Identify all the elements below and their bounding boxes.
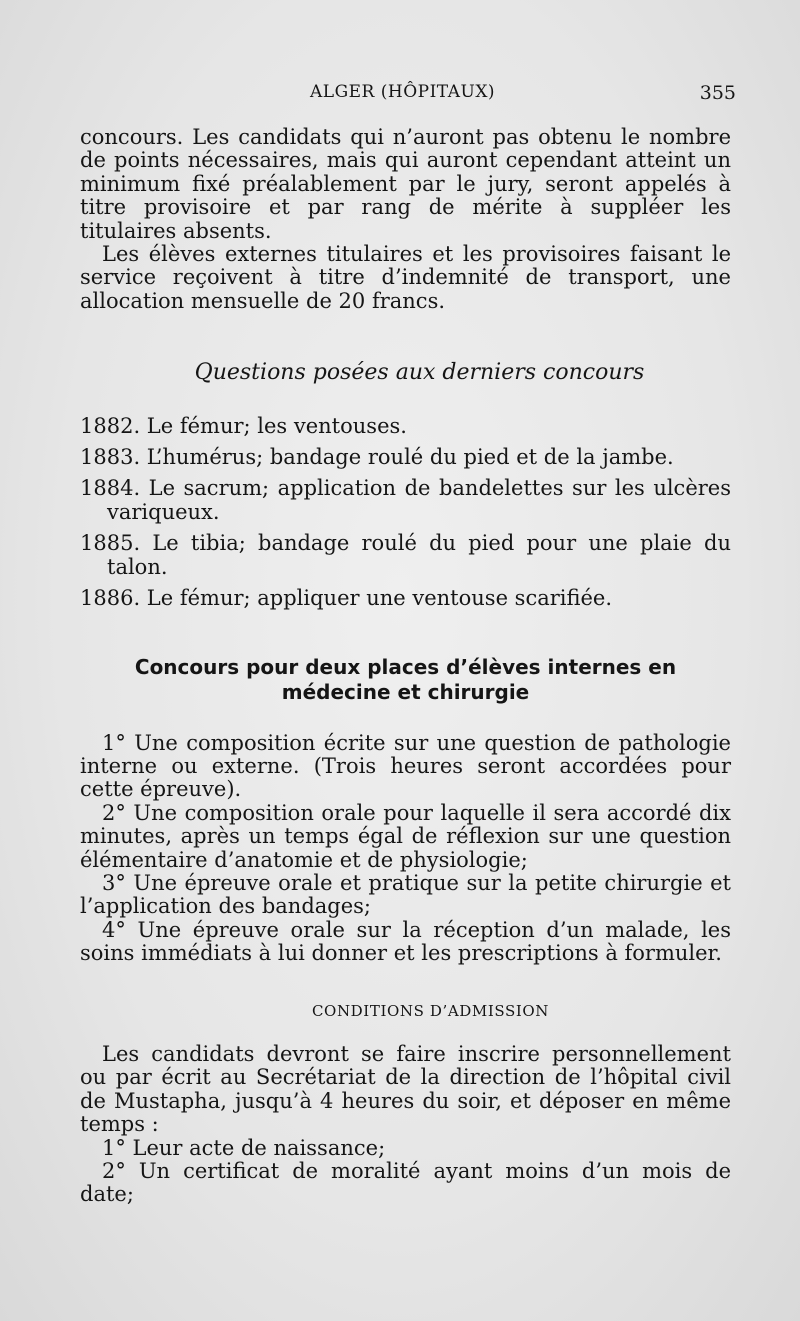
concours-section-title: Concours pour deux places d’élèves internes en médecine et chirurgie [134, 654, 677, 704]
page-header [80, 82, 736, 112]
conditions-paragraph: Les candidats devront se faire inscrire personnellement ou par écrit au Secrétariat de la direction de l’hôpital civil de Mustapha, jusqu’à 4 heures du soir, et déposer en même temps : [80, 1041, 731, 1137]
conditions-section-title: CONDITIONS D’ADMISSION [311, 1001, 550, 1020]
question-entry: 1883. L’humérus; bandage roulé du pied et de la jambe. [80, 445, 674, 470]
page-body [80, 126, 731, 1207]
page-number: 355 [699, 82, 736, 104]
questions-list [80, 415, 731, 611]
concours-item: 2° Une composition orale pour laquelle il sera accordé dix minutes, après un temps égal de réflexion sur une question élémentaire d’anatomie et de physiologie; [80, 800, 731, 872]
question-entry: 1884. Le sacrum; application de bandelettes sur les ulcères variqueux. [80, 476, 731, 524]
question-entry: 1882. Le fémur; les ventouses. [80, 413, 407, 438]
question-entry: 1885. Le tibia; bandage roulé du pied pour une plaie du talon. [80, 531, 731, 579]
question-entry: 1886. Le fémur; appliquer une ventouse scarifiée. [80, 586, 613, 611]
concours-item: 4° Une épreuve orale sur la réception d’un malade, les soins immédiats à lui donner et les prescriptions à formuler. [80, 917, 731, 966]
concours-item: 3° Une épreuve orale et pratique sur la petite chirurgie et l’application des bandages; [80, 870, 731, 919]
concours-item: 1° Une composition écrite sur une question de pathologie interne ou externe. (Trois heures seront accordées pour cette épreuve). [80, 730, 731, 802]
questions-section-title: Questions posées aux derniers concours [194, 360, 645, 386]
intro-paragraph: concours. Les candidats qui n’auront pas obtenu le nombre de points nécessaires, mais qui auront cependant atteint un minimum fixé préalablement par le jury, seront appelés à titre provisoire et par rang de mérite à suppléer les titulaires absents. [80, 125, 731, 243]
conditions-item: 1° Leur acte de naissance; [102, 1135, 386, 1160]
intro-paragraph: Les élèves externes titulaires et les provisoires faisant le service reçoivent à titre d’indemnité de transport, une allocation mensuelle de 20 francs. [80, 242, 731, 313]
conditions-item: 2° Un certificat de moralité ayant moins d’un mois de date; [80, 1159, 731, 1207]
running-head: ALGER (HÔPITAUX) [310, 82, 496, 102]
